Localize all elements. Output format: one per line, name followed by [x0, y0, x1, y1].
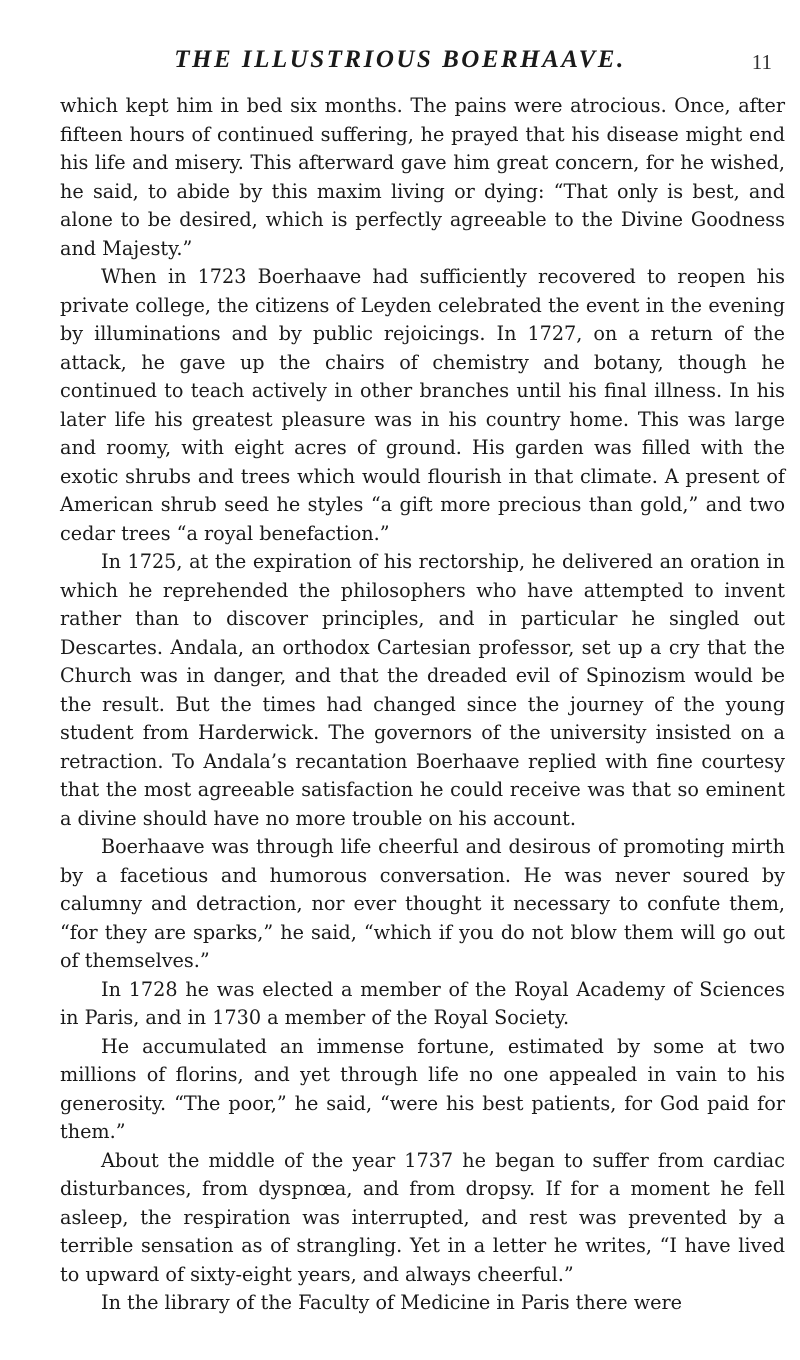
paragraph: which kept him in bed six months. The pains were atrocious. Once, after fifteen hours of continued suffering, he prayed that his disease might end his life and misery. This afterward gave him great concern, for he wished, he said, to abide by this maxim living or dying: “That only is best, and alone to be desired, which is perfectly agreeable to the Divine Goodness and Majesty.”	[60, 94, 785, 260]
page-number: 11	[751, 50, 772, 74]
paragraph: About the middle of the year 1737 he began to suffer from cardiac disturbances, from dyspnœa, and from dropsy. If for a moment he fell asleep, the respiration was interrupted, and rest was prevented by a terrible sensation as of strangling. Yet in a letter he writes, “I have lived to upward of sixty-eight years, and always cheerful.”	[60, 1148, 785, 1286]
paragraph: When in 1723 Boerhaave had sufficiently recovered to reopen his private college, the citizens of Leyden celebrated the event in the evening by illuminations and by public rejoicings. In 1727, on a return of the attack, he gave up the chairs of chemistry and botany, though he continued to teach actively in other branches until his final illness. In his later life his greatest pleasure was in his country home. This was large and roomy, with eight acres of ground. His garden was filled with the exotic shrubs and trees which would flourish in that climate. A present of American shrub seed he styles “a gift more precious than gold,” and two cedar trees “a royal benefaction.”	[60, 265, 785, 545]
running-title: THE ILLUSTRIOUS BOERHAAVE.	[174, 46, 626, 73]
paragraph: Boerhaave was through life cheerful and desirous of promoting mirth by a facetious and humorous conversation. He was never soured by calumny and detraction, nor ever thought it necessary to confute them, “for they are sparks,” he said, “which if you do not blow them will go out of themselves.”	[60, 835, 785, 972]
running-head	[0, 46, 800, 82]
paragraph: In 1728 he was elected a member of the Royal Academy of Sciences in Paris, and in 1730 a member of the Royal Society.	[60, 977, 785, 1029]
paragraph: He accumulated an immense fortune, estimated by some at two millions of florins, and yet through life no one appealed in vain to his generosity. “The poor,” he said, “were his best patients, for God paid for them.”	[60, 1034, 785, 1143]
body-text	[60, 92, 785, 1318]
paragraph: In 1725, at the expiration of his rectorship, he delivered an oration in which he reprehended the philosophers who have attempted to invent rather than to discover principles, and in particular he singled out Descartes. Andala, an orthodox Cartesian professor, set up a cry that the Church was in danger, and that the dreaded evil of Spinozism would be the result. But the times had changed since the journey of the young student from Harderwick. The governors of the university insisted on a retraction. To Andala’s recantation Boerhaave replied with fine courtesy that the most agreeable satisfaction he could receive was that so eminent a divine should have no more trouble on his account.	[60, 550, 785, 830]
paragraph: In the library of the Faculty of Medicine in Paris there were	[101, 1291, 683, 1314]
